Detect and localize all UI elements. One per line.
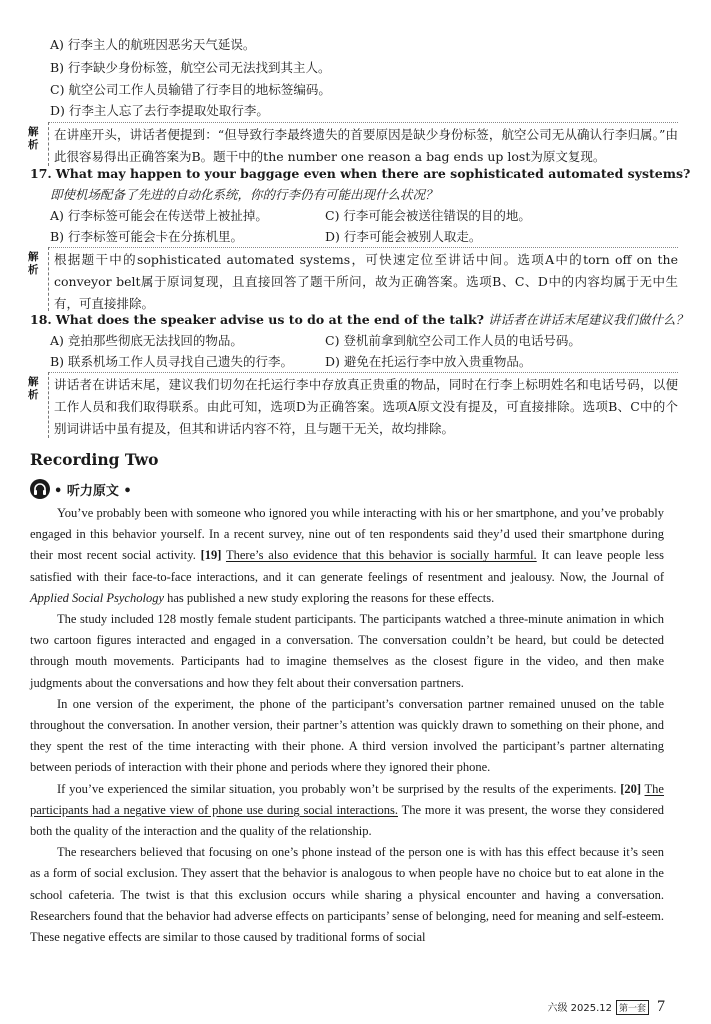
underlined-answer: There’s also evidence that this behavior is socially harmful. (225, 548, 537, 563)
divider (48, 122, 49, 166)
explanation-text: 根据题干中的sophisticated automated systems，可快速定位至讲话中间。选项A中的torn off on the conveyor belt属于原词复现，且直接回答了题干所问，故为正确答案。选项B、C、D中的内容均属于无中生有，可直接排除。 (54, 252, 678, 311)
transcript-passage (30, 503, 664, 948)
q17-explanation (28, 247, 678, 311)
q16-option-b: B) 行李缺少身份标签，航空公司无法找到其主人。 (50, 60, 331, 75)
question-number: 18. (30, 312, 52, 327)
q17-option-b: B) 行李标签可能会卡在分拣机里。 (50, 229, 244, 244)
q18-option-a: A) 竞拍那些彻底无法找回的物品。 (50, 333, 243, 348)
q18-option-b: B) 联系机场工作人员寻找自己遗失的行李。 (50, 354, 294, 369)
divider (48, 247, 49, 311)
q18-option-c: C) 登机前拿到航空公司工作人员的电话号码。 (325, 333, 581, 348)
q17-option-c: C) 行李可能会被送往错误的目的地。 (325, 208, 531, 223)
journal-title: Applied Social Psychology (30, 590, 164, 605)
question-text: What may happen to your baggage even when there are sophisticated automated systems? (55, 166, 691, 181)
q18-question (30, 310, 688, 330)
paragraph: In one version of the experiment, the phone of the participant’s conversation partner remained unused on the table throughout the conversation. In another version, their partner’s attention was quickly drawn to something on their phone, and they spent the rest of the time interacting with their phone. A third version involved the participant’s partner alternating between periods of interaction with their phone and periods where they ignored their phone. (30, 696, 664, 775)
explanation-text: 讲话者在讲话末尾，建议我们切勿在托运行李中存放真正贵重的物品，同时在行李上标明姓名和电话号码，以便工作人员和我们取得联系。由此可知，选项D为正确答案。选项A原文没有提及，可直接排除。选项B、C中的个别词讲话中虽有提及，但其和讲话内容不符，且与题干无关，故均排除。 (54, 377, 678, 436)
q17-question (30, 164, 690, 184)
q17-option-a: A) 行李标签可能会在传送带上被扯掉。 (50, 208, 268, 223)
paragraph (30, 779, 664, 843)
answer-marker: [19] (200, 548, 222, 563)
text: You’ve probably been with someone who ignored you while interacting with his or her smartphone, and you’ve probably engaged in this behavior yourself. In a recent survey, nine out of ten respondents said they’d used their smartphone during their most recent social activity. (30, 506, 664, 563)
paragraph: The study included 128 mostly female student participants. The participants watched a three-minute animation in which two cartoon figures interacted and engaged in a conversation. The conversation couldn’t be heard, but could be detected through mouth movements. Participants had to imagine themselves as the closest figure in the video, and then make judgments about the conversations and how they felt about their conversation partners. (30, 612, 664, 690)
text: The more it was present, the worse they considered both the quality of the interaction and the quality of the relationship. (30, 802, 664, 839)
set-badge: 第一套 (616, 1000, 649, 1015)
q17-option-d: D) 行李可能会被别人取走。 (325, 229, 482, 244)
text: If you’ve experienced the similar situation, you probably won’t be surprised by the results of the experiments. (57, 781, 621, 796)
question-number: 17. (30, 166, 52, 181)
divider (48, 122, 678, 123)
transcript-heading (30, 478, 132, 500)
q17-translation: 即使机场配备了先进的自动化系统，你的行李仍有可能出现什么状况？ (50, 187, 438, 202)
explain-tag: 解析 (28, 126, 39, 151)
divider (48, 247, 678, 248)
q16-option-a: A) 行李主人的航班因恶劣天气延误。 (50, 37, 256, 52)
headphones-icon (30, 479, 50, 499)
q16-explanation (28, 122, 678, 166)
paragraph: The researchers believed that focusing on one’s phone instead of the person one is with has this effect because it’s seen as a form of social exclusion. They assert that the behavior is analogous to when people have no choice but to eat alone in the school cafeteria. The twist is that this exclusion occurs while sharing a physical encounter and having a conversation. Researchers found that the behavior had adverse effects on participants’ sense of belonging, need for meaning and self-esteem. These negative effects are similar to those caused by traditional forms of social (30, 845, 664, 945)
page-number: 7 (657, 998, 665, 1015)
page-footer (547, 998, 665, 1016)
explain-tag: 解析 (28, 376, 39, 401)
q16-option-d: D) 行李主人忘了去行李提取处取行李。 (50, 103, 269, 118)
question-translation: 讲话者在讲话末尾建议我们做什么？ (487, 312, 688, 327)
transcript-label: • 听力原文 • (54, 483, 132, 499)
question-text: What does the speaker advise us to do at the end of the talk? (55, 312, 484, 327)
divider (48, 372, 49, 438)
exam-label: 六级 2025.12 (547, 1003, 612, 1014)
q16-option-c: C) 航空公司工作人员输错了行李目的地标签编码。 (50, 82, 331, 97)
explain-tag: 解析 (28, 251, 39, 276)
underlined-answer: The participants had a negative view of phone use during social interactions. (30, 781, 664, 817)
section-title: Recording Two (30, 450, 159, 469)
q18-option-d: D) 避免在托运行李中放入贵重物品。 (325, 354, 532, 369)
paragraph (30, 503, 664, 609)
text: It can leave people less satisfied with their face-to-face interactions, and it can generate feelings of resentment and jealousy. Now, the Journal of (30, 548, 664, 584)
answer-marker: [20] (620, 781, 642, 796)
q18-explanation (28, 372, 678, 438)
explanation-text: 在讲座开头，讲话者便提到：“但导致行李最终遗失的首要原因是缺少身份标签，航空公司无从确认行李归属。”由此很容易得出正确答案为B。题干中的the number one reason a bag ends up lost为原文复现。 (54, 127, 678, 164)
divider (48, 372, 678, 373)
text: has published a new study exploring the reasons for these effects. (164, 590, 495, 605)
